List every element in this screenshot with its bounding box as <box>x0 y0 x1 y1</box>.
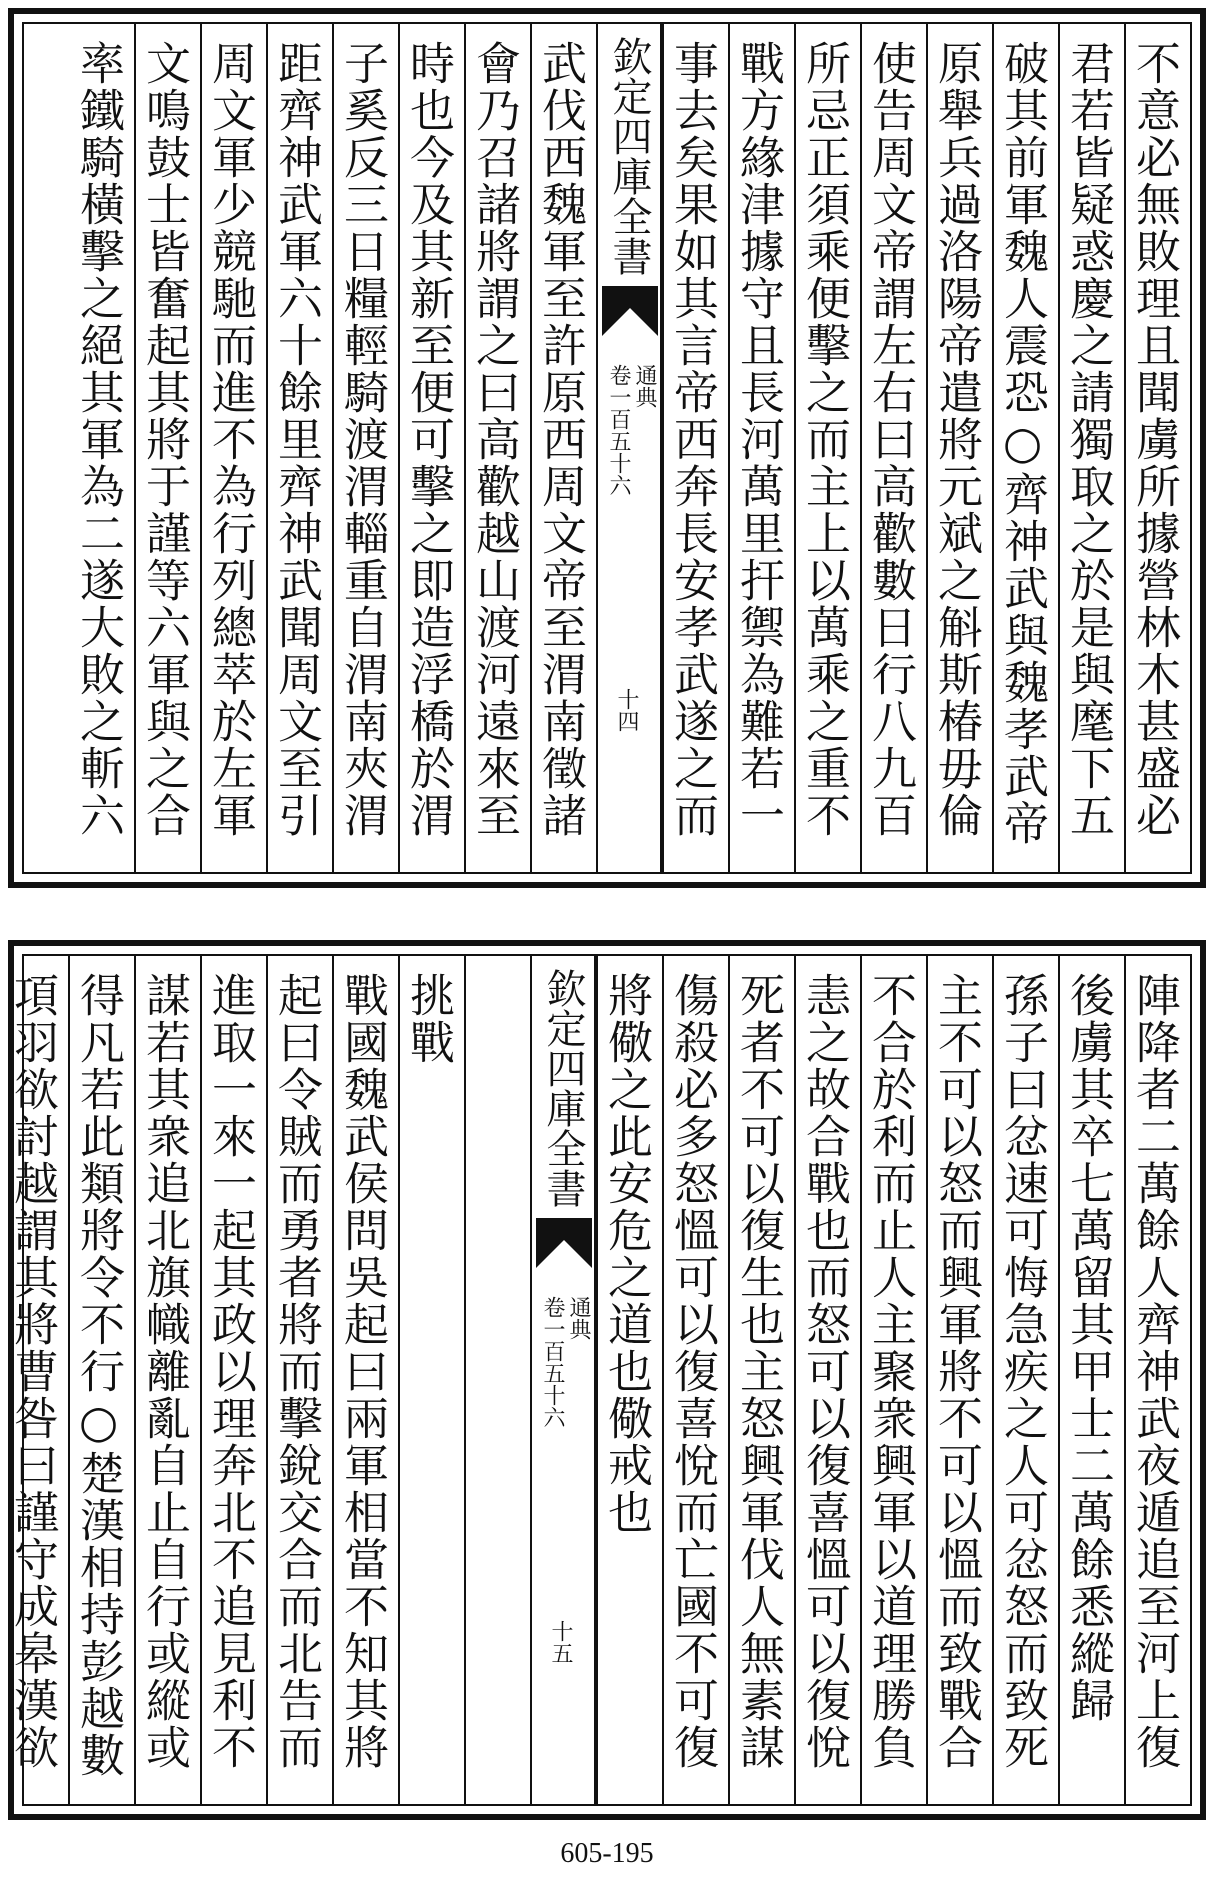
upper-text-columns <box>24 24 1190 872</box>
text-column: 挑戰 <box>398 956 464 1804</box>
spine-volume: 卷一百五十六 <box>606 364 631 496</box>
text-column: 陣降者二萬餘人齊神武夜遁追至河上復 <box>1124 956 1190 1804</box>
spine-title: 欽定四庫全書 <box>540 968 586 1208</box>
text-column: 事去矣果如其言帝西奔長安孝武遂之而 <box>662 24 728 872</box>
spine-page-number: 十五 <box>548 1620 573 1664</box>
spine-volume: 卷一百五十六 <box>540 1296 565 1428</box>
text-column: 不意必無敗理且聞虜所據營林木甚盛必 <box>1124 24 1190 872</box>
text-column: 進取一來一起其政以理奔北不追見利不 <box>200 956 266 1804</box>
text-column: 孫子曰忿速可悔急疾之人可忿怒而致死 <box>992 956 1058 1804</box>
fishtail-mark-icon <box>536 1218 592 1268</box>
text-column: 謀若其衆追北旗幟離亂自止自行或縱或 <box>134 956 200 1804</box>
text-column: 主不可以怒而興軍將不可以慍而致戰合 <box>926 956 992 1804</box>
lower-text-columns <box>6 956 1190 1804</box>
spine-book: 通典 <box>566 1296 591 1340</box>
text-column: 所忌正須乘便擊之而主上以萬乘之重不 <box>794 24 860 872</box>
upper-page-leaf <box>8 8 1206 888</box>
folio-number: 605-195 <box>560 1838 654 1869</box>
text-column: 傷殺必多怒慍可以復喜悅而亡國不可復 <box>662 956 728 1804</box>
text-column: 項羽欲討越謂其將曹咎曰謹守成皋漢欲 <box>6 972 59 1771</box>
text-column: 將儆之此安危之道也儆戒也 <box>596 956 662 1804</box>
text-column: 死者不可以復生也主怒興軍伐人無素謀 <box>728 956 794 1804</box>
text-column: 不合於利而止人主聚衆興軍以道理勝負 <box>860 956 926 1804</box>
spine-page-number: 十四 <box>614 688 639 732</box>
spine-title: 欽定四庫全書 <box>606 36 652 276</box>
fishtail-mark-icon <box>602 286 658 336</box>
text-column: 恚之故合戰也而怒可以復喜慍可以復悅 <box>794 956 860 1804</box>
text-column: 原舉兵過洛陽帝遣將元斌之斛斯椿毋倫 <box>926 24 992 872</box>
text-column: 後虜其卒七萬留其甲士二萬餘悉縱歸 <box>1058 956 1124 1804</box>
text-column: 使告周文帝謂左右曰高歡數日行八九百 <box>860 24 926 872</box>
text-column: 會乃召諸將謂之曰高歡越山渡河遠來至 <box>464 24 530 872</box>
text-column: 武伐西魏軍至許原西周文帝至渭南徵諸 <box>530 24 596 872</box>
text-column: 文鳴鼓士皆奮起其將于謹等六軍與之合 <box>134 24 200 872</box>
text-column: 子奚反三日糧輕騎渡渭輜重自渭南夾渭 <box>332 24 398 872</box>
spine-book-volume <box>535 1296 591 1428</box>
text-column: 君若皆疑惑慶之請獨取之於是與麾下五 <box>1058 24 1124 872</box>
fishtail-spine <box>530 956 596 1804</box>
text-column: 周文軍少競馳而進不為行列總萃於左軍 <box>200 24 266 872</box>
text-column <box>464 956 530 1804</box>
spine-book-volume <box>601 364 657 496</box>
spine-book: 通典 <box>632 364 657 408</box>
text-column: 距齊神武軍六十餘里齊神武聞周文至引 <box>266 24 332 872</box>
text-column: 得凡若此類將令不行○楚漢相持彭越數 <box>68 956 134 1804</box>
fishtail-spine <box>596 24 662 872</box>
lower-page-leaf <box>8 940 1206 1820</box>
text-column: 戰國魏武侯問吳起曰兩軍相當不知其將 <box>332 956 398 1804</box>
text-column: 時也今及其新至便可擊之即造浮橋於渭 <box>398 24 464 872</box>
text-column: 破其前軍魏人震恐○齊神武與魏孝武帝 <box>992 24 1058 872</box>
text-column: 率鐵騎橫擊之絕其軍為二遂大敗之斬六 <box>72 40 125 839</box>
text-column: 起曰令賊而勇者將而擊銳交合而北告而 <box>266 956 332 1804</box>
text-column: 戰方緣津據守且長河萬里扞禦為難若一 <box>728 24 794 872</box>
